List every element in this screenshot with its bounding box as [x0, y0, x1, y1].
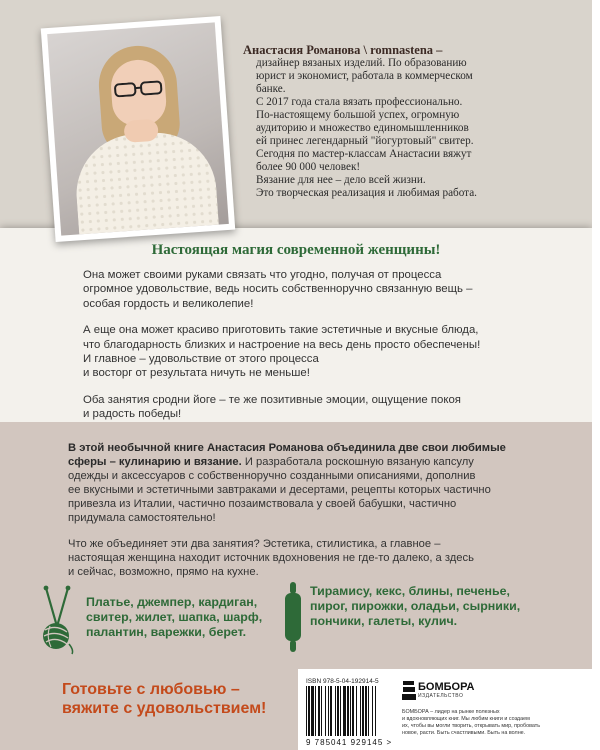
bio-line: По-настоящему большой успех, огромную — [256, 109, 460, 121]
bio-line: Сегодня по мастер-классам Анастасии вяжут — [256, 148, 472, 160]
barcode-bar — [308, 686, 310, 736]
rolling-pin-icon — [282, 582, 304, 654]
barcode-bar — [330, 686, 332, 736]
call-to-action — [62, 680, 266, 718]
bio-line: Вязание для нее – дело всей жизни. — [256, 174, 426, 186]
barcode-bar — [350, 686, 351, 736]
barcode-bar — [335, 686, 336, 736]
text-line: В этой необычной книге Анастасия Романова объединила две свои любимые — [68, 442, 506, 454]
knitting-items-list — [86, 595, 262, 640]
desc-line: БОМБОРА – лидер на рынке полезных — [402, 709, 500, 715]
barcode-bar — [368, 686, 369, 736]
author-name: Анастасия Романова \ romnastena – — [243, 43, 443, 57]
text-line — [68, 455, 568, 469]
list-line: Платье, джемпер, кардиган, — [86, 595, 258, 609]
list-line: пирог, пирожки, оладьи, сырники, — [310, 599, 521, 613]
yarn-ball-icon — [36, 584, 80, 656]
bio-line: ей принес легендарный "йогуртовый" свитер. — [256, 135, 474, 147]
bio-line: аудиторию и множество единомышленников — [256, 122, 469, 134]
barcode-bar — [352, 686, 354, 736]
barcode-bar — [315, 686, 316, 736]
text-line: придумала самостоятельно! — [68, 512, 216, 524]
text-line: и радость победы! — [83, 408, 182, 421]
barcode-bar — [311, 686, 314, 736]
barcode-bar — [360, 686, 361, 736]
publisher-barcode-block — [298, 669, 592, 750]
barcode-bar — [375, 686, 376, 736]
list-line: свитер, жилет, шапка, шарф, — [86, 610, 263, 624]
text-line: настоящая женщина находит источник вдохновения не где-то далеко, а здесь — [68, 552, 474, 564]
paragraph — [83, 323, 553, 381]
author-bio — [243, 44, 583, 200]
recipes-list — [310, 584, 520, 629]
publisher-description — [402, 709, 588, 737]
paragraph — [68, 537, 568, 579]
bio-line: С 2017 года стала вязать профессионально. — [256, 96, 463, 108]
text-line: Она может своими руками связать что угодно, получая от процесса — [83, 269, 442, 281]
bio-line: юрист и экономист, работала в коммерческом — [256, 70, 473, 82]
barcode-bar — [318, 686, 320, 736]
paragraph — [83, 268, 553, 311]
description-text — [68, 441, 568, 579]
desc-line: их, чтобы вы могли творить, открывать мир, пробовать — [402, 723, 541, 729]
page-edge — [592, 0, 600, 750]
bio-line: Это творческая реализация и любимая работа. — [256, 187, 477, 199]
author-photo — [41, 16, 235, 242]
text-line: и сейчас, возможно, прямо на кухне. — [68, 566, 259, 578]
author-photo-image — [47, 22, 229, 235]
barcode-bar — [337, 686, 339, 736]
list-line: пончики, галеты, кулич. — [310, 614, 458, 628]
isbn-text: ISBN 978-5-04-192914-5 — [306, 678, 379, 685]
text-line: Что же объединяет эти два занятия? Эстетика, стилистика, а главное – — [68, 538, 441, 550]
publisher-logo-icon — [402, 679, 416, 701]
barcode-bar — [306, 686, 307, 736]
text-line: и восторг от результата ничуть не меньше! — [83, 367, 310, 380]
publisher-subtitle: ИЗДАТЕЛЬСТВО — [418, 693, 464, 699]
text-span: И разработала роскошную вязаную капсулу — [241, 456, 474, 468]
text-line: ее вкусными и эстетичными завтраками и десертами, рецепты которых частично — [68, 484, 491, 496]
barcode-bar — [372, 686, 373, 736]
barcode-icon — [306, 686, 396, 738]
text-line: И главное – удовольствие от этого процесса — [83, 353, 319, 366]
barcode-bar — [340, 686, 341, 736]
publisher-name: БОМБОРА — [418, 681, 475, 693]
list-line: палантин, варежки, берет. — [86, 625, 247, 639]
text-line: огромное удовольствие, ведь носить собственноручно связанную вещь – — [83, 283, 473, 296]
photo-sweater — [73, 129, 220, 236]
barcode-number: 9 785041 929145 > — [306, 738, 393, 747]
middle-text — [83, 268, 553, 434]
paragraph — [83, 393, 553, 422]
list-line: Тирамису, кекс, блины, печенье, — [310, 584, 510, 598]
barcode-bar — [365, 686, 367, 736]
barcode-bar — [321, 686, 322, 736]
barcode-bar — [343, 686, 346, 736]
text-line: привезла из Италии, частично позаимствовала у своей бабушки, частично — [68, 498, 457, 510]
barcode-bar — [328, 686, 329, 736]
bio-line: более 90 000 человек! — [256, 161, 361, 173]
bio-line: банке. — [256, 83, 286, 95]
desc-line: новое, расти. Быть счастливыми. Быть на волне. — [402, 730, 526, 736]
text-line: что благодарность близких и настроение на весь день просто обеспечены! — [83, 338, 481, 351]
bio-line: дизайнер вязаных изделий. По образованию — [256, 57, 467, 69]
bold-text: сферы – кулинарию и вязание. — [68, 456, 242, 468]
barcode-bar — [347, 686, 349, 736]
barcode-bar — [356, 686, 357, 736]
text-line: одежды и аксессуаров с собственноручно созданными описаниями, дополнив — [68, 470, 476, 482]
cta-line: вяжите с удовольствием! — [62, 700, 267, 717]
text-line: Оба занятия сродни йоге – те же позитивные эмоции, ощущение покоя — [83, 393, 461, 406]
text-line: особая гордость и великолепие! — [83, 297, 254, 310]
headline: Настоящая магия современной женщины! — [151, 242, 441, 258]
photo-hand — [123, 119, 158, 143]
barcode-bar — [325, 686, 326, 736]
desc-line: и вдохновляющих книг. Мы любим книги и создаем — [402, 716, 530, 722]
text-line: А еще она может красиво приготовить такие эстетичные и вкусные блюда, — [83, 324, 479, 337]
barcode-bar — [362, 686, 364, 736]
cta-line: Готовьте с любовью – — [62, 681, 240, 698]
